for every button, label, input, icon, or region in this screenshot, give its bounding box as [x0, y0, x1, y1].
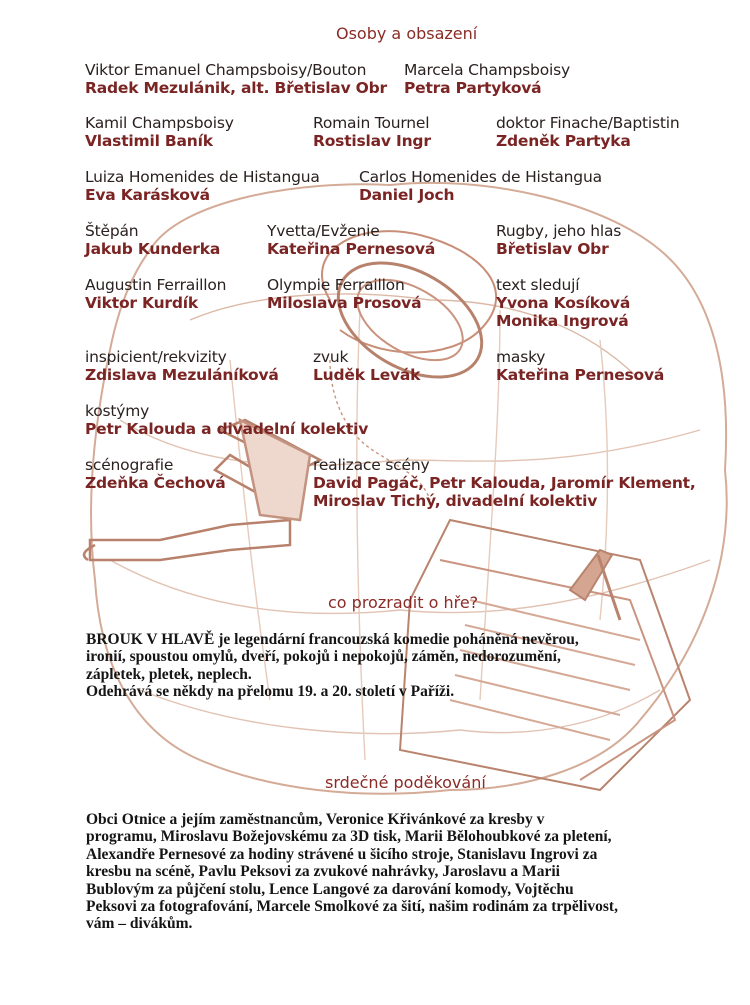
role-name: scénografie: [85, 456, 174, 474]
thanks-line: Alexandře Pernesové za hodiny strávené u šicího stroje, Stanislavu Ingrovi za: [86, 845, 598, 863]
cast-heading: Osoby a obsazení: [336, 24, 478, 43]
actor-name: Radek Mezulánik, alt. Břetislav Obr: [85, 79, 387, 97]
about-line: ironií, spoustou omylů, dveří, pokojů i nepokojů, záměn, nedorozumění,: [86, 648, 561, 666]
about-line: BROUK V HLAVĚ je legendární francouzská komedie poháněná nevěrou,: [86, 631, 579, 648]
role-name: Marcela Champsboisy: [404, 61, 570, 79]
thanks-line: Obci Otnice a jejím zaměstnancům, Veronice Křivánkové za kresby v: [86, 811, 545, 828]
role-name: Luiza Homenides de Histangua: [85, 168, 320, 186]
role-name: doktor Finache/Baptistin: [496, 114, 680, 132]
about-line: zápletek, pletek, neplech.: [86, 665, 252, 683]
actor-name: Kateřina Pernesová: [267, 240, 436, 258]
role-name: Romain Tournel: [313, 114, 430, 132]
role-name: Kamil Champsboisy: [85, 114, 234, 132]
role-name: Carlos Homenides de Histangua: [359, 168, 602, 186]
actor-name: Zdeňka Čechová: [85, 474, 226, 492]
role-name: Viktor Emanuel Champsboisy/Bouton: [85, 61, 367, 79]
actor-name: Rostislav Ingr: [313, 132, 431, 150]
actor-name: Luděk Levák: [313, 366, 421, 384]
role-name: Yvetta/Evženie: [267, 222, 380, 240]
about-heading: co prozradit o hře?: [328, 593, 479, 612]
actor-name: Vlastimil Baník: [85, 132, 213, 150]
thanks-line: vám – divákům.: [86, 915, 193, 933]
thanks-line: programu, Miroslavu Božejovskému za 3D tisk, Marii Bělohoubkové za pletení,: [86, 828, 612, 846]
role-name: zvuk: [313, 348, 349, 366]
actor-name: Miroslav Tichý, divadelní kolektiv: [313, 492, 598, 510]
actor-name: Kateřina Pernesová: [496, 366, 665, 384]
about-text: [86, 631, 579, 701]
actor-name: Monika Ingrová: [496, 312, 629, 330]
actor-name: Daniel Joch: [359, 186, 455, 204]
about-line: Odehrává se někdy na přelomu 19. a 20. století v Paříži.: [86, 683, 455, 701]
actor-name: Yvona Kosíková: [496, 294, 631, 312]
actor-name: Zdeněk Partyka: [496, 132, 631, 150]
role-name: realizace scény: [313, 456, 430, 474]
actor-name: Jakub Kunderka: [85, 240, 221, 258]
actor-name: Petr Kalouda a divadelní kolektiv: [85, 420, 369, 438]
actor-name: Zdislava Mezuláníková: [85, 366, 279, 384]
role-name: Augustin Ferraillon: [85, 276, 227, 294]
actor-name: David Pagáč, Petr Kalouda, Jaromír Klement,: [313, 474, 696, 492]
thanks-line: Bublovým za půjčení stolu, Lence Langové za darování komody, Vojtěchu: [86, 880, 574, 898]
actor-name: Petra Partyková: [404, 79, 542, 97]
actor-name: Miloslava Prosová: [267, 294, 422, 312]
role-name: text sledují: [496, 276, 580, 294]
role-name: Štěpán: [85, 222, 139, 240]
thanks-heading: srdečné poděkování: [325, 773, 486, 792]
thanks-line: kresbu na scéně, Pavlu Peksovi za zvukové nahrávky, Jaroslavu a Marii: [86, 863, 560, 881]
role-name: Rugby, jeho hlas: [496, 222, 622, 240]
role-name: Olympie Ferraillon: [267, 276, 405, 294]
role-name: kostýmy: [85, 402, 150, 420]
role-name: inspicient/rekvizity: [85, 348, 227, 366]
actor-name: Břetislav Obr: [496, 240, 609, 258]
role-name: masky: [496, 348, 546, 366]
thanks-text: [86, 811, 618, 933]
thanks-line: Peksovi za fotografování, Marcele Smolkové za šití, našim rodinám za trpělivost,: [86, 898, 618, 916]
actor-name: Viktor Kurdík: [85, 294, 198, 312]
actor-name: Eva Karásková: [85, 186, 210, 204]
